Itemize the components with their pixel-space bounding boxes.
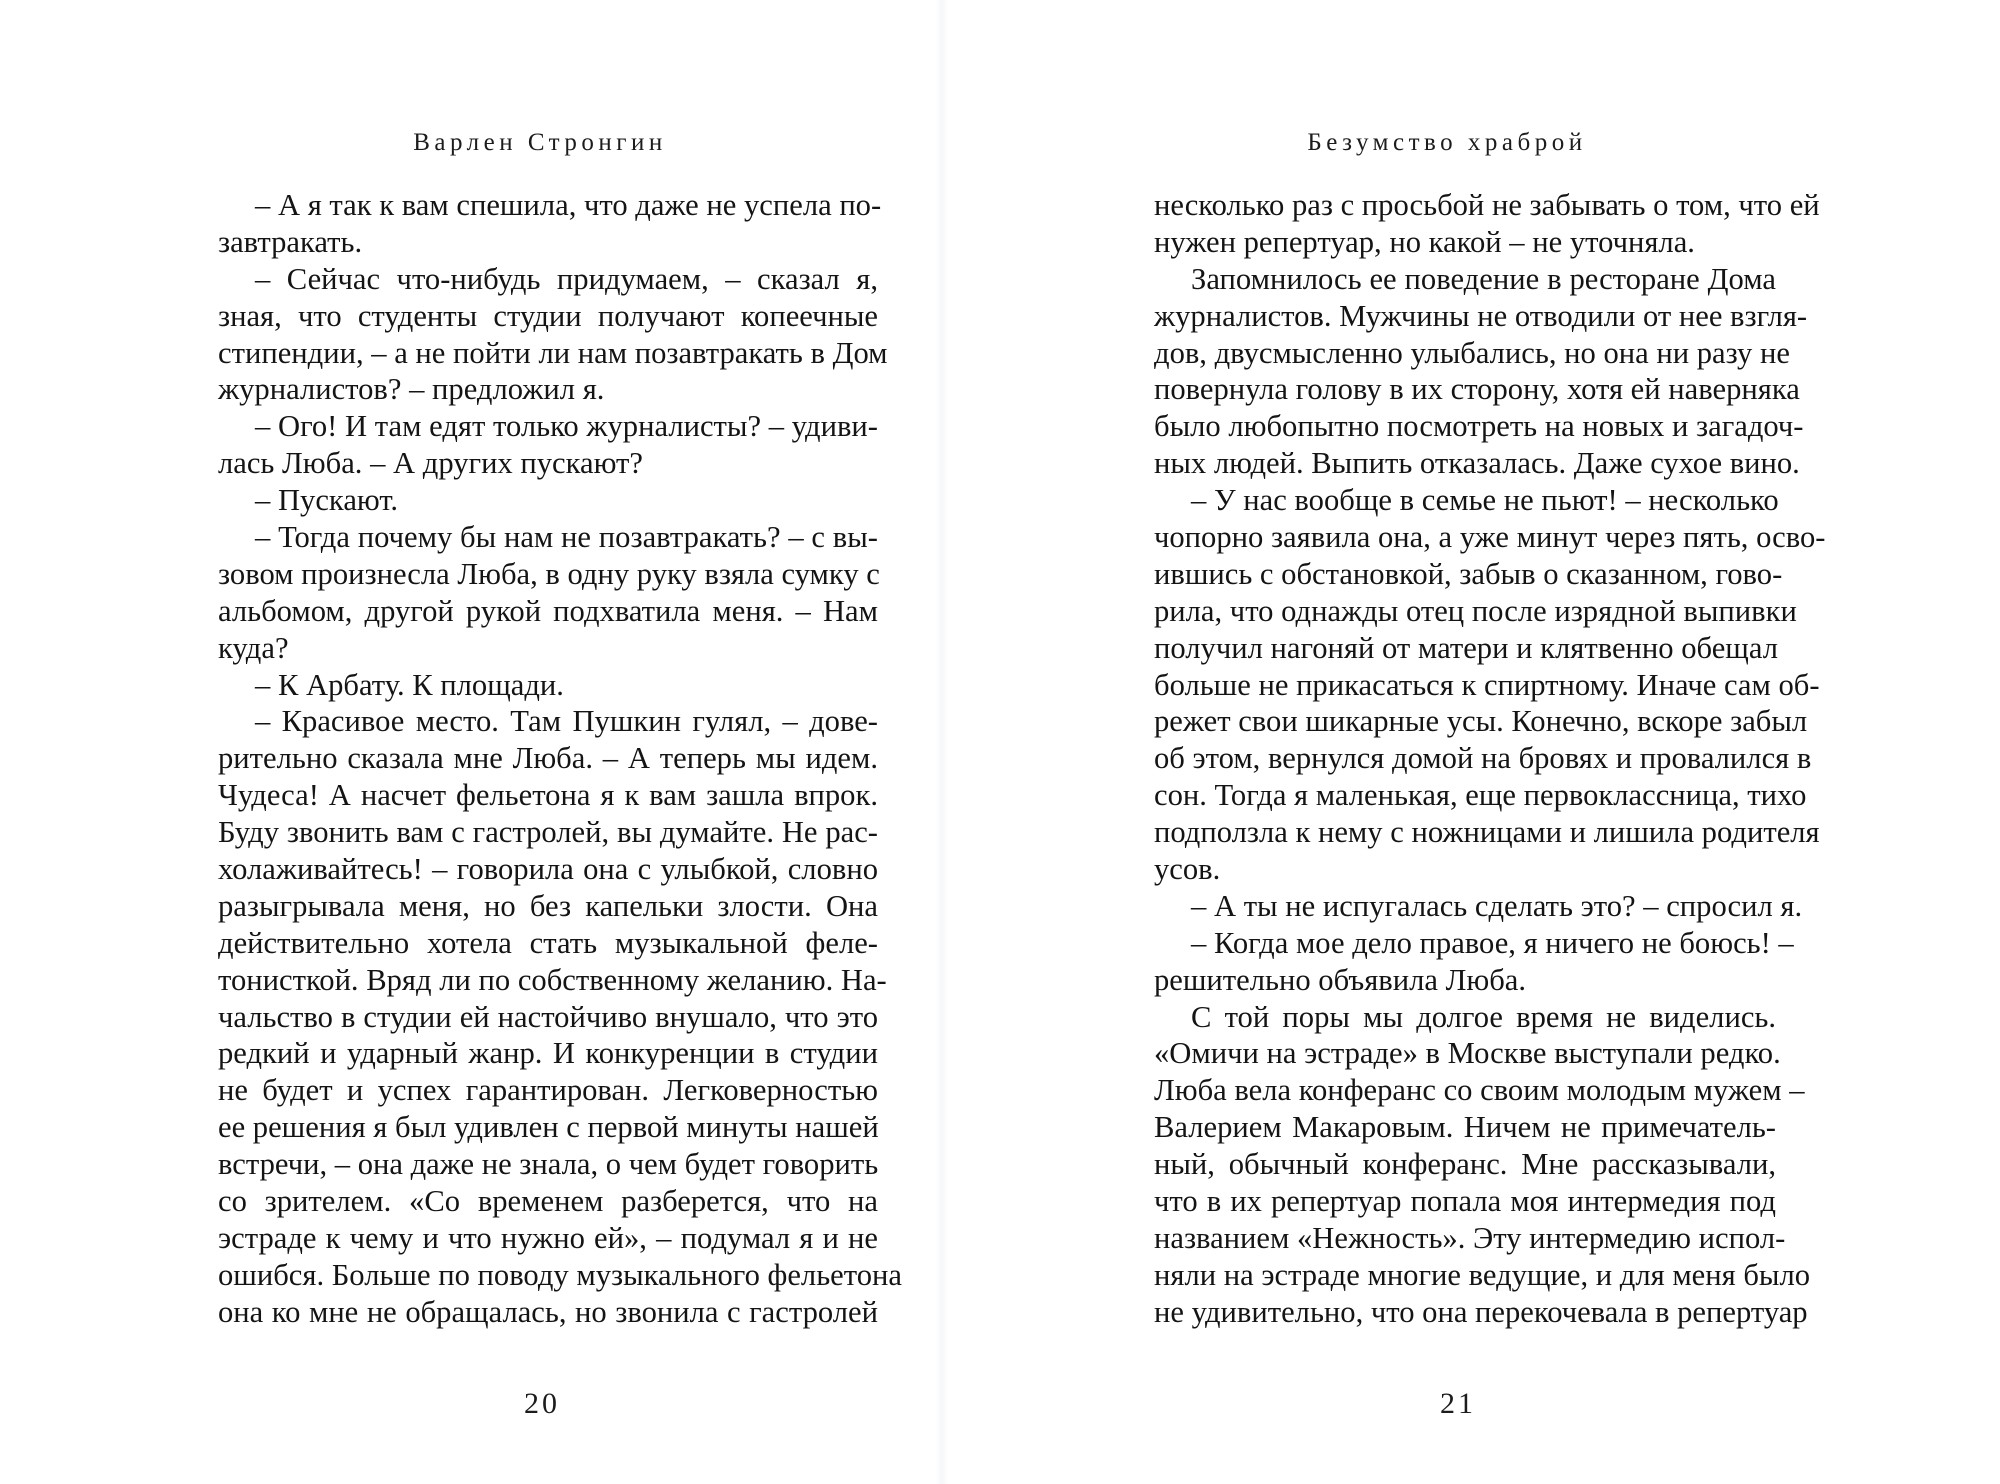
text-line: – К Арбату. К площади. [255, 667, 564, 702]
text-line: не удивительно, что она перекочевала в репертуар [1154, 1294, 1808, 1329]
text-line: редкий и ударный жанр. И конкуренции в студии [218, 1036, 878, 1071]
text-line: названием «Нежность». Эту интермедию испол- [1154, 1220, 1786, 1255]
text-line: – Ого! И там едят только журналисты? – удиви- [255, 409, 878, 444]
text-line: рительно сказала мне Люба. – А теперь мы идем. [218, 741, 878, 776]
text-line: Буду звонить вам с гастролей, вы думайте. Не рас- [218, 815, 878, 850]
text-line: встречи, – она даже не знала, о чем будет говорить [218, 1147, 879, 1182]
text-line: ошибся. Больше по поводу музыкального фельетона [218, 1257, 902, 1292]
text-line: Запомнилось ее поведение в ресторане Дома [1191, 261, 1776, 296]
text-line: Валерием Макаровым. Ничем не примечатель- [1154, 1110, 1776, 1145]
right-body-text [1154, 187, 1826, 1331]
right-running-head: Безумство храброй [1307, 129, 1587, 156]
text-line: – А ты не испугалась сделать это? – спросил я. [1191, 888, 1803, 923]
text-line: – Сейчас что-нибудь придумаем, – сказал я, [255, 261, 878, 296]
text-line: ившись с обстановкой, забыв о сказанном, гово- [1154, 556, 1783, 591]
left-page-number: 20 [524, 1387, 560, 1420]
text-line: ных людей. Выпить отказалась. Даже сухое вино. [1154, 446, 1800, 481]
text-line: повернула голову в их сторону, хотя ей наверняка [1154, 372, 1800, 407]
text-line: Чудеса! А насчет фельетона я к вам зашла впрок. [218, 778, 878, 813]
text-line: разыгрывала меня, но без капельки злости. Она [218, 888, 878, 923]
text-line: лась Люба. – А других пускают? [218, 446, 644, 481]
text-line: не будет и успех гарантирован. Легковерностью [218, 1073, 878, 1108]
text-line: действительно хотела стать музыкальной феле- [218, 925, 878, 960]
text-line: ее решения я был удивлен с первой минуты нашей [218, 1110, 879, 1145]
text-line: – Тогда почему бы нам не позавтракать? – с вы- [255, 520, 878, 555]
text-line: об этом, вернулся домой на бровях и провалился в [1154, 741, 1812, 776]
text-line: режет свои шикарные усы. Конечно, вскоре забыл [1154, 704, 1808, 739]
text-line: няли на эстраде многие ведущие, и для меня было [1154, 1257, 1811, 1292]
book-gutter [936, 0, 948, 1484]
text-line: эстраде к чему и что нужно ей», – подумал я и не [218, 1220, 878, 1255]
text-line: зная, что студенты студии получают копеечные [218, 298, 878, 333]
text-line: что в их репертуар попала моя интермедия под [1154, 1184, 1776, 1219]
text-line: дов, двусмысленно улыбались, но она ни разу не [1154, 335, 1790, 370]
text-line: со зрителем. «Со временем разберется, что на [218, 1184, 878, 1219]
text-line: чальство в студии ей настойчиво внушало, что это [218, 999, 878, 1034]
text-line: рила, что однажды отец после изрядной выпивки [1154, 593, 1797, 628]
text-line: было любопытно посмотреть на новых и загадоч- [1154, 409, 1804, 444]
text-line: подползла к нему с ножницами и лишила родителя [1154, 815, 1820, 850]
text-line: журналистов? – предложил я. [218, 372, 605, 407]
text-line: – Красивое место. Там Пушкин гулял, – дове- [255, 704, 878, 739]
text-line: завтракать. [218, 224, 363, 259]
text-line: чопорно заявила она, а уже минут через пять, осво- [1154, 520, 1826, 555]
text-line: – Пускают. [255, 483, 399, 518]
text-line: она ко мне не обращалась, но звонила с гастролей [218, 1294, 878, 1329]
text-line: журналистов. Мужчины не отводили от нее взгля- [1154, 298, 1808, 333]
text-line: решительно объявила Люба. [1154, 962, 1526, 997]
text-line: больше не прикасаться к спиртному. Иначе сам об- [1154, 667, 1820, 702]
text-line: стипендии, – а не пойти ли нам позавтракать в Дом [218, 335, 888, 370]
text-line: холаживайтесь! – говорила она с улыбкой, словно [218, 852, 878, 887]
text-line: Люба вела конферанс со своим молодым мужем – [1154, 1073, 1805, 1108]
text-line: зовом произнесла Люба, в одну руку взяла сумку с [218, 556, 880, 591]
text-line: альбомом, другой рукой подхватила меня. – Нам [218, 593, 878, 628]
left-running-head: Варлен Стронгин [413, 129, 667, 156]
text-line: куда? [218, 630, 289, 665]
text-line: несколько раз с просьбой не забывать о том, что ей [1154, 188, 1820, 222]
text-line: – А я так к вам спешила, что даже не успела по- [255, 188, 882, 222]
text-line: – Когда мое дело правое, я ничего не боюсь! – [1191, 925, 1794, 960]
text-line: «Омичи на эстраде» в Москве выступали редко. [1154, 1036, 1781, 1071]
text-line: тонисткой. Вряд ли по собственному желанию. На- [218, 962, 887, 997]
text-line: усов. [1154, 852, 1221, 887]
text-line: ный, обычный конферанс. Мне рассказывали, [1154, 1147, 1776, 1182]
text-line: С той поры мы долгое время не виделись. [1191, 999, 1776, 1034]
text-line: нужен репертуар, но какой – не уточняла. [1154, 224, 1695, 259]
text-line: получил нагоняй от матери и клятвенно обещал [1154, 630, 1778, 665]
text-line: – У нас вообще в семье не пьют! – несколько [1191, 483, 1779, 518]
text-line: сон. Тогда я маленькая, еще первоклассница, тихо [1154, 778, 1807, 813]
left-page [0, 0, 936, 1484]
right-page-number: 21 [1440, 1387, 1476, 1420]
left-body-text [218, 187, 902, 1331]
right-page [948, 0, 2000, 1484]
